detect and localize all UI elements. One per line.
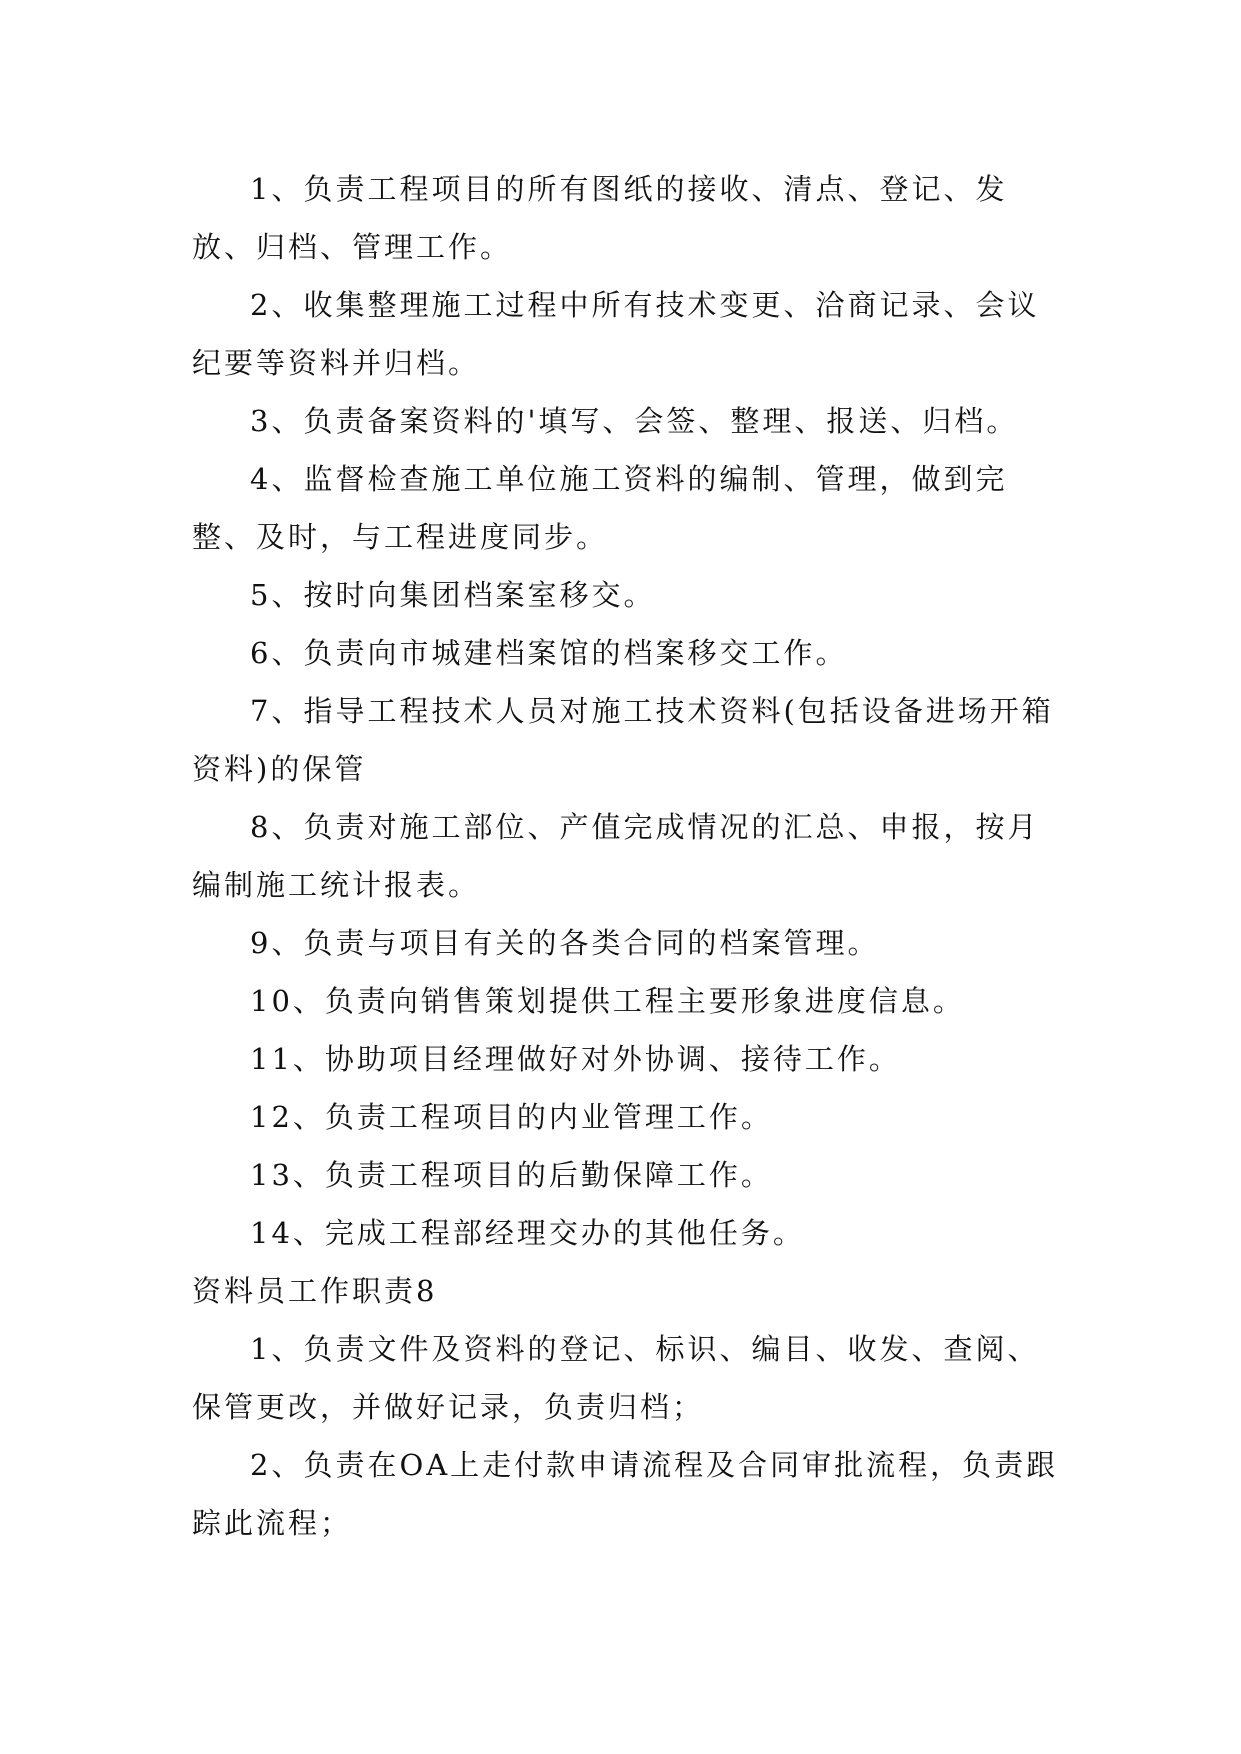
paragraph: 2、负责在OA上走付款申请流程及合同审批流程，负责跟踪此流程； — [192, 1448, 1059, 1540]
paragraph: 9、负责与项目有关的各类合同的档案管理。 — [250, 926, 880, 960]
document-body — [192, 160, 1062, 1552]
paragraph: 7、指导工程技术人员对施工技术资料(包括设备进场开箱资料)的保管 — [192, 694, 1054, 786]
paragraph: 8、负责对施工部位、产值完成情况的汇总、申报，按月编制施工统计报表。 — [192, 810, 1040, 902]
paragraph: 3、负责备案资料的'填写、会签、整理、报送、归档。 — [250, 404, 1019, 438]
paragraph: 2、收集整理施工过程中所有技术变更、洽商记录、会议纪要等资料并归档。 — [192, 288, 1040, 380]
paragraph: 11、协助项目经理做好对外协调、接待工作。 — [250, 1042, 901, 1076]
section-heading: 资料员工作职责8 — [192, 1274, 438, 1308]
paragraph: 13、负责工程项目的后勤保障工作。 — [250, 1158, 773, 1192]
paragraph: 1、负责文件及资料的登记、标识、编目、收发、查阅、保管更改，并做好记录，负责归档； — [192, 1332, 1040, 1424]
paragraph: 10、负责向销售策划提供工程主要形象进度信息。 — [250, 984, 965, 1018]
paragraph: 1、负责工程项目的所有图纸的接收、清点、登记、发放、归档、管理工作。 — [192, 172, 1008, 264]
paragraph: 12、负责工程项目的内业管理工作。 — [250, 1100, 773, 1134]
paragraph: 14、完成工程部经理交办的其他任务。 — [250, 1216, 805, 1250]
paragraph: 5、按时向集团档案室移交。 — [250, 578, 656, 612]
paragraph: 4、监督检查施工单位施工资料的编制、管理，做到完整、及时，与工程进度同步。 — [192, 462, 1008, 554]
paragraph: 6、负责向市城建档案馆的档案移交工作。 — [250, 636, 848, 670]
